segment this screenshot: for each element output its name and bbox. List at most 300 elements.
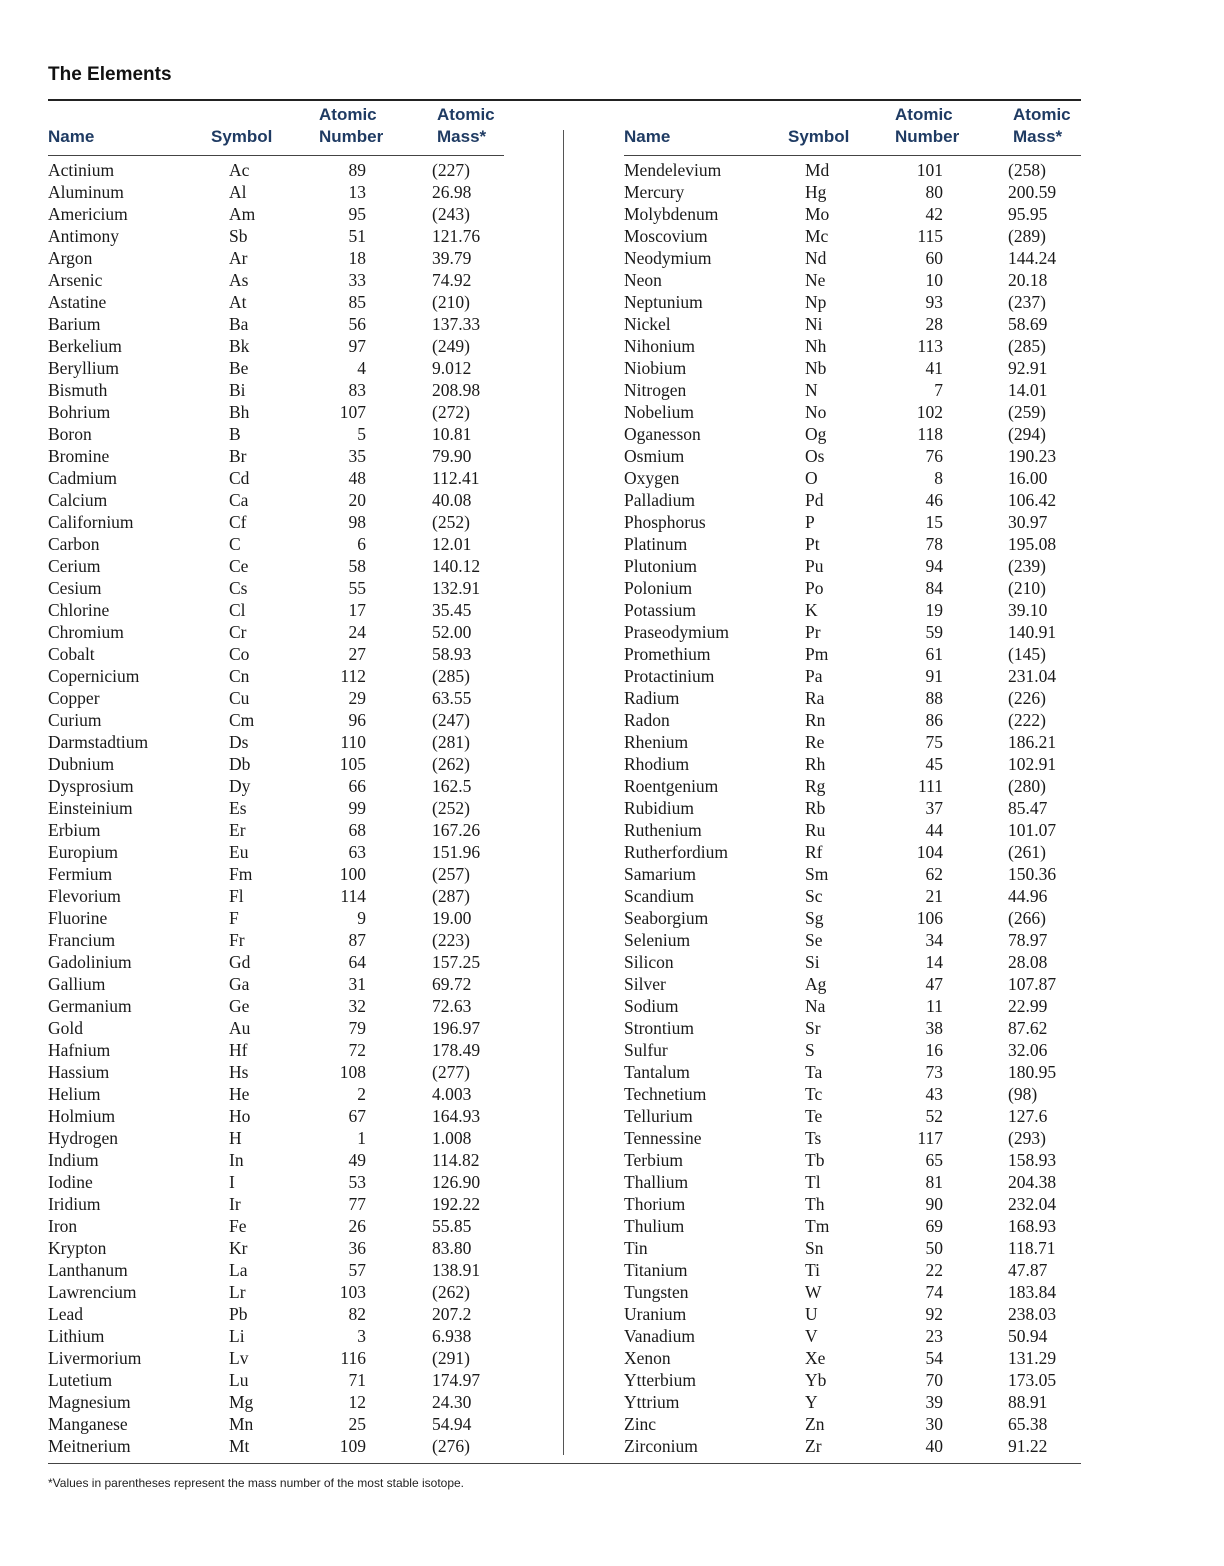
atomic-mass: (287) [432,886,470,906]
element-name: Argon [48,248,93,268]
atomic-number: 59 [925,622,943,642]
atomic-mass: (227) [432,160,470,180]
header-atomic-number-bottom: Number [895,127,960,146]
atomic-number: 77 [348,1194,366,1214]
element-symbol: Am [229,204,256,224]
table-row [48,1281,504,1303]
element-symbol: Cu [229,688,250,708]
atomic-number: 68 [348,820,366,840]
atomic-mass: 158.93 [1008,1150,1057,1170]
table-row [48,1193,504,1215]
atomic-mass: 238.03 [1008,1304,1057,1324]
element-name: Tellurium [624,1106,693,1126]
element-name: Americium [48,204,128,224]
element-name: Mercury [624,182,685,202]
element-symbol: Cn [229,666,250,686]
table-row [48,1391,504,1413]
atomic-number: 9 [357,908,366,928]
element-name: Neptunium [624,292,703,312]
table-row [48,357,504,379]
table-row [624,1237,1081,1259]
element-name: Calcium [48,490,108,510]
element-name: Beryllium [48,358,119,378]
table-row [48,577,504,599]
table-row [624,797,1081,819]
atomic-number: 100 [339,864,366,884]
atomic-mass: 1.008 [432,1128,472,1148]
element-name: Berkelium [48,336,122,356]
element-symbol: Pm [805,644,829,664]
element-symbol: Fe [229,1216,247,1236]
atomic-number: 79 [348,1018,366,1038]
atomic-number: 104 [916,842,943,862]
element-name: Oxygen [624,468,680,488]
atomic-number: 21 [925,886,943,906]
atomic-number: 36 [348,1238,366,1258]
element-symbol: Bi [229,380,246,400]
element-symbol: Li [229,1326,245,1346]
table-row [624,753,1081,775]
element-name: Copper [48,688,100,708]
atomic-number: 75 [925,732,943,752]
element-name: Lutetium [48,1370,113,1390]
element-symbol: Sb [229,226,248,246]
atomic-number: 76 [925,446,943,466]
atomic-mass: 208.98 [432,380,481,400]
element-name: Holmium [48,1106,116,1126]
atomic-number: 17 [348,600,366,620]
element-name: Palladium [624,490,695,510]
table-row [624,1171,1081,1193]
table-row [624,577,1081,599]
element-symbol: Tb [805,1150,825,1170]
atomic-mass: 47.87 [1008,1260,1048,1280]
atomic-number: 116 [340,1348,366,1368]
element-symbol: Ar [229,248,248,268]
atomic-mass: 186.21 [1008,732,1057,752]
header-atomic-number-bottom: Number [319,127,384,146]
table-row [624,1347,1081,1369]
table-row [624,1193,1081,1215]
table-row [624,1413,1081,1435]
table-row [48,1039,504,1061]
atomic-number: 86 [925,710,943,730]
element-symbol: Fl [229,886,244,906]
table-header-right [624,101,1081,155]
atomic-number: 4 [357,358,366,378]
atomic-number: 111 [918,776,943,796]
element-name: Californium [48,512,134,532]
atomic-mass: 107.87 [1008,974,1057,994]
table-row [48,599,504,621]
atomic-mass: (294) [1008,424,1046,444]
atomic-mass: (289) [1008,226,1046,246]
element-name: Actinium [48,160,115,180]
element-name: Indium [48,1150,99,1170]
element-name: Rhenium [624,732,689,752]
table-row [48,907,504,929]
atomic-number: 112 [340,666,366,686]
element-symbol: Rg [805,776,826,796]
element-name: Yttrium [624,1392,680,1412]
atomic-number: 48 [348,468,366,488]
atomic-number: 42 [925,204,943,224]
element-name: Phosphorus [624,512,706,532]
element-name: Cesium [48,578,102,598]
table-row [624,357,1081,379]
table-row [624,973,1081,995]
atomic-mass: 55.85 [432,1216,472,1236]
table-row [48,533,504,555]
atomic-mass: 174.97 [432,1370,481,1390]
atomic-mass: 131.29 [1008,1348,1057,1368]
table-row [48,665,504,687]
element-name: Radium [624,688,680,708]
table-row [48,1369,504,1391]
table-row [48,863,504,885]
element-name: Iodine [48,1172,93,1192]
element-symbol: V [805,1326,818,1346]
atomic-mass: 200.59 [1008,182,1057,202]
atomic-mass: 88.91 [1008,1392,1048,1412]
atomic-number: 106 [916,908,943,928]
atomic-number: 31 [348,974,366,994]
element-name: Cerium [48,556,101,576]
table-row [48,1127,504,1149]
element-symbol: K [805,600,818,620]
table-row [624,775,1081,797]
atomic-number: 14 [925,952,943,972]
atomic-number: 15 [925,512,943,532]
atomic-number: 63 [348,842,366,862]
element-symbol: Rf [805,842,823,862]
element-symbol: Ge [229,996,250,1016]
atomic-mass: 140.91 [1008,622,1057,642]
element-name: Neodymium [624,248,712,268]
atomic-mass: 162.5 [432,776,472,796]
atomic-mass: 138.91 [432,1260,481,1280]
element-symbol: Re [805,732,825,752]
element-symbol: Lr [229,1282,246,1302]
table-row [624,269,1081,291]
atomic-mass: 58.69 [1008,314,1048,334]
atomic-number: 61 [925,644,943,664]
element-name: Lawrencium [48,1282,137,1302]
table-row [624,291,1081,313]
atomic-mass: 126.90 [432,1172,481,1192]
element-name: Polonium [624,578,693,598]
table-row [48,753,504,775]
table-row [48,1105,504,1127]
element-symbol: Bh [229,402,250,422]
atomic-mass: (226) [1008,688,1046,708]
element-symbol: Yb [805,1370,827,1390]
atomic-mass: (285) [432,666,470,686]
atomic-mass: 79.90 [432,446,472,466]
header-atomic-mass [1013,104,1071,148]
element-symbol: Sg [805,908,824,928]
element-name: Cobalt [48,644,95,664]
atomic-mass: 95.95 [1008,204,1048,224]
element-symbol: Sr [805,1018,821,1038]
atomic-number: 20 [348,490,366,510]
atomic-number: 11 [926,996,943,1016]
table-row [48,335,504,357]
atomic-number: 72 [348,1040,366,1060]
element-symbol: Lu [229,1370,249,1390]
atomic-number: 94 [925,556,943,576]
atomic-number: 97 [348,336,366,356]
atomic-mass: 19.00 [432,908,472,928]
atomic-mass: 92.91 [1008,358,1048,378]
atomic-mass: 78.97 [1008,930,1048,950]
atomic-number: 50 [925,1238,943,1258]
element-symbol: B [229,424,241,444]
element-symbol: Ga [229,974,250,994]
atomic-number: 3 [357,1326,366,1346]
table-row [624,1259,1081,1281]
table-row [48,1017,504,1039]
table-row [48,1215,504,1237]
element-name: Protactinium [624,666,715,686]
table-row [48,401,504,423]
element-symbol: Cs [229,578,248,598]
atomic-number: 115 [917,226,943,246]
element-name: Ytterbium [624,1370,696,1390]
atomic-mass: 35.45 [432,600,472,620]
atomic-number: 110 [340,732,366,752]
table-row [48,1413,504,1435]
element-name: Chlorine [48,600,110,620]
element-name: Sulfur [624,1040,668,1060]
atomic-number: 25 [348,1414,366,1434]
element-symbol: Rn [805,710,826,730]
element-symbol: O [805,468,818,488]
atomic-mass: (210) [1008,578,1046,598]
element-name: Mendelevium [624,160,722,180]
element-symbol: Te [805,1106,823,1126]
atomic-number: 95 [348,204,366,224]
atomic-number: 88 [925,688,943,708]
atomic-number: 1 [357,1128,366,1148]
element-symbol: Fm [229,864,253,884]
atomic-number: 52 [925,1106,943,1126]
table-row [48,709,504,731]
atomic-number: 69 [925,1216,943,1236]
element-symbol: Ds [229,732,249,752]
table-row [624,247,1081,269]
table-row [624,885,1081,907]
atomic-mass: (243) [432,204,470,224]
table-row [624,1039,1081,1061]
element-symbol: Xe [805,1348,826,1368]
element-name: Cadmium [48,468,118,488]
table-row [48,489,504,511]
element-name: Nobelium [624,402,694,422]
element-name: Nickel [624,314,671,334]
table-row [48,775,504,797]
atomic-mass: (262) [432,754,470,774]
atomic-number: 81 [925,1172,943,1192]
atomic-mass: 232.04 [1008,1194,1057,1214]
atomic-mass: 40.08 [432,490,472,510]
atomic-mass: 207.2 [432,1304,472,1324]
element-symbol: F [229,908,239,928]
element-symbol: Ho [229,1106,251,1126]
atomic-mass: 183.84 [1008,1282,1057,1302]
atomic-mass: (210) [432,292,470,312]
table-row [624,841,1081,863]
table-row [48,247,504,269]
atomic-mass: 24.30 [432,1392,472,1412]
element-symbol: Pu [805,556,824,576]
atomic-number: 16 [925,1040,943,1060]
element-name: Aluminum [48,182,124,202]
table-row [624,1149,1081,1171]
table-row [624,929,1081,951]
element-symbol: Kr [229,1238,248,1258]
element-symbol: Ta [805,1062,823,1082]
atomic-mass: 87.62 [1008,1018,1048,1038]
header-atomic-number-top: Atomic [895,105,953,124]
table-row [48,291,504,313]
element-symbol: Hg [805,182,827,202]
element-name: Tennessine [624,1128,702,1148]
table-row [624,489,1081,511]
header-atomic-mass-top: Atomic [437,105,495,124]
element-symbol: Tc [805,1084,823,1104]
element-symbol: Rh [805,754,826,774]
element-name: Hafnium [48,1040,111,1060]
element-name: Silver [624,974,666,994]
atomic-number: 18 [348,248,366,268]
element-name: Iron [48,1216,78,1236]
element-name: Molybdenum [624,204,719,224]
table-row [48,203,504,225]
element-name: Antimony [48,226,119,246]
atomic-mass: 167.26 [432,820,481,840]
atomic-number: 46 [925,490,943,510]
element-symbol: I [229,1172,235,1192]
atomic-number: 82 [348,1304,366,1324]
table-row [624,423,1081,445]
element-name: Seaborgium [624,908,709,928]
element-name: Vanadium [624,1326,695,1346]
header-symbol: Symbol [211,127,273,146]
header-atomic-mass [437,104,495,148]
atomic-number: 8 [934,468,943,488]
table-row [624,1369,1081,1391]
element-symbol: No [805,402,827,422]
element-symbol: Es [229,798,247,818]
table-row [624,687,1081,709]
atomic-number: 24 [348,622,366,642]
atomic-number: 55 [348,578,366,598]
element-symbol: He [229,1084,250,1104]
element-symbol: Sm [805,864,829,884]
atomic-mass: 118.71 [1008,1238,1056,1258]
element-symbol: S [805,1040,815,1060]
element-symbol: Ni [805,314,823,334]
atomic-mass: 4.003 [432,1084,472,1104]
table-row [624,621,1081,643]
atomic-mass: 69.72 [432,974,472,994]
table-row [48,1435,504,1457]
element-name: Curium [48,710,102,730]
element-name: Terbium [624,1150,684,1170]
element-symbol: Pb [229,1304,248,1324]
element-symbol: Md [805,160,830,180]
atomic-mass: 30.97 [1008,512,1048,532]
element-name: Silicon [624,952,674,972]
atomic-mass: 127.6 [1008,1106,1048,1126]
atomic-number: 98 [348,512,366,532]
element-name: Fermium [48,864,113,884]
element-name: Tin [624,1238,648,1258]
table-row [624,1281,1081,1303]
table-row [48,1259,504,1281]
table-row [48,929,504,951]
atomic-number: 6 [357,534,366,554]
header-name: Name [624,127,671,146]
element-symbol: Db [229,754,251,774]
table-row [624,1215,1081,1237]
table-row [48,885,504,907]
element-name: Gadolinium [48,952,132,972]
atomic-number: 92 [925,1304,943,1324]
table-row [48,511,504,533]
element-name: Bismuth [48,380,108,400]
element-symbol: Ru [805,820,826,840]
element-symbol: Cf [229,512,247,532]
element-symbol: P [805,512,815,532]
element-symbol: Pt [805,534,820,554]
element-symbol: Pd [805,490,824,510]
element-name: Gold [48,1018,83,1038]
atomic-number: 99 [348,798,366,818]
element-symbol: At [229,292,247,312]
atomic-number: 22 [925,1260,943,1280]
atomic-number: 64 [348,952,366,972]
table-row [624,995,1081,1017]
atomic-mass: 20.18 [1008,270,1048,290]
table-row [48,159,504,181]
element-symbol: Og [805,424,827,444]
table-row [48,555,504,577]
table-row [624,951,1081,973]
element-symbol: Nh [805,336,827,356]
atomic-number: 89 [348,160,366,180]
element-symbol: Ir [229,1194,241,1214]
table-row [48,379,504,401]
element-name: Francium [48,930,116,950]
element-name: Moscovium [624,226,708,246]
table-row [48,181,504,203]
element-symbol: Po [805,578,824,598]
atomic-number: 108 [339,1062,366,1082]
table-row [48,1237,504,1259]
element-symbol: Bk [229,336,250,356]
atomic-number: 47 [925,974,943,994]
atomic-mass: 190.23 [1008,446,1057,466]
element-name: Sodium [624,996,679,1016]
element-symbol: Dy [229,776,251,796]
header-atomic-mass-top: Atomic [1013,105,1071,124]
element-symbol: Ac [229,160,250,180]
element-symbol: Si [805,952,820,972]
element-name: Selenium [624,930,691,950]
atomic-mass: 12.01 [432,534,472,554]
